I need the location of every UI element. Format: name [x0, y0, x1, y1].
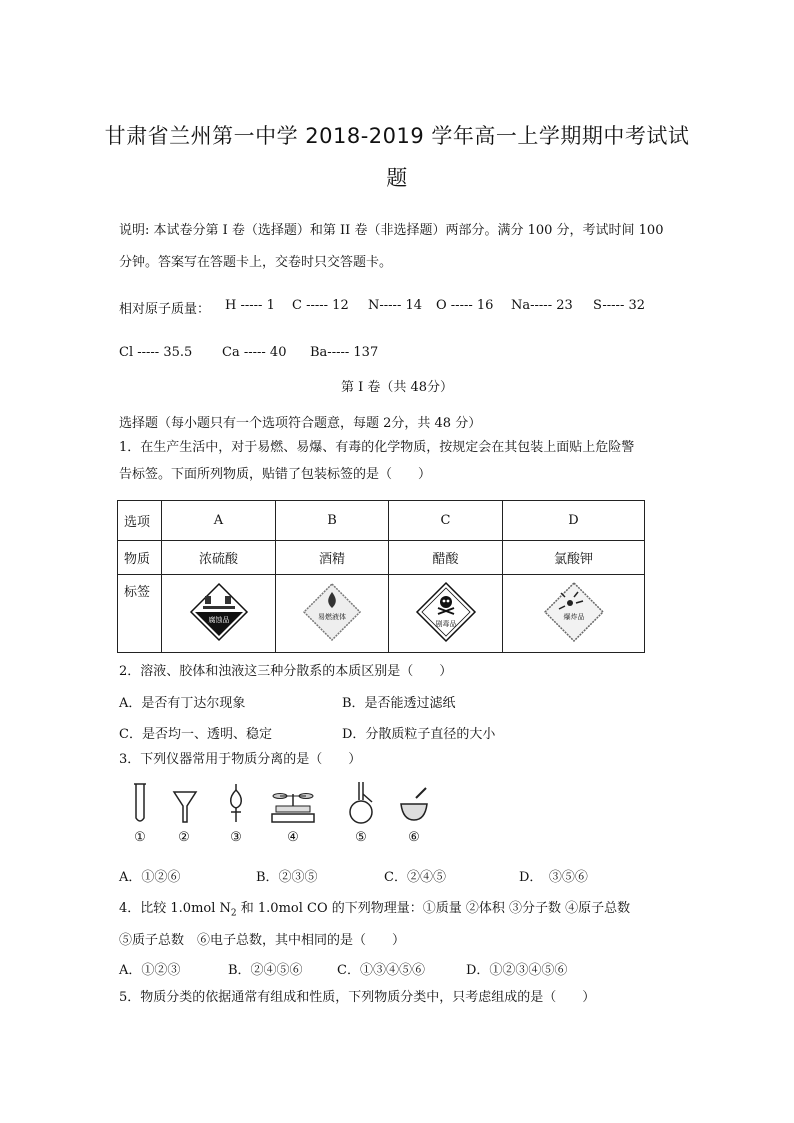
- separatory-funnel-icon: [224, 782, 248, 826]
- q2-option-c: C．是否均一、透明、稳定: [119, 727, 272, 742]
- q3-option-a: A．①②⑥: [119, 870, 181, 885]
- table-header-option: 选项: [118, 501, 162, 541]
- corrosive-label-icon: [189, 582, 249, 642]
- test-tube-icon: [130, 782, 150, 826]
- tag-cell-c: [389, 575, 503, 653]
- atomic-mass-o: O ----- 16: [436, 298, 494, 313]
- q4-option-b: B．②④⑤⑥: [228, 963, 303, 978]
- atomic-mass-ca: Ca ----- 40: [222, 345, 287, 360]
- q1-stem-line2: 告标签。下面所列物质，贴错了包装标签的是（ ）: [119, 467, 432, 482]
- q2-option-a: A．是否有丁达尔现象: [119, 696, 246, 711]
- atomic-mass-na: Na----- 23: [511, 298, 573, 313]
- q3-instrument-5: ⑤: [355, 830, 367, 845]
- section-heading: 第 I 卷（共 48分）: [340, 380, 454, 395]
- q2-option-d: D．分散质粒子直径的大小: [342, 727, 496, 742]
- distillation-flask-icon: [348, 782, 374, 828]
- toxic-label-icon: [415, 581, 477, 643]
- substance-d: 氯酸钾: [503, 541, 645, 575]
- table-option-b: B: [276, 501, 389, 541]
- mortar-pestle-icon: [398, 782, 430, 826]
- q1-label-table: [117, 500, 645, 653]
- q3-instrument-1: ①: [134, 830, 146, 845]
- corrosive-label-text: 腐蚀品: [208, 615, 229, 624]
- substance-b: 酒精: [276, 541, 389, 575]
- exam-title-line1: 甘肃省兰州第一中学 2018-2019 学年高一上学期期中考试试: [104, 124, 690, 148]
- q3-option-c: C．②④⑤: [384, 870, 446, 885]
- funnel-icon: [172, 782, 198, 826]
- q3-option-d: D． ③⑤⑥: [519, 870, 588, 885]
- q4-stem: [119, 897, 630, 919]
- instructions-line2: 分钟。答案写在答题卡上，交卷时只交答题卡。: [119, 255, 393, 270]
- q3-option-b: B．②③⑤: [256, 870, 318, 885]
- section-intro: 选择题（每小题只有一个选项符合题意，每题 2分，共 48 分）: [119, 416, 482, 431]
- substance-c: 醋酸: [389, 541, 503, 575]
- q3-instrument-4: ④: [287, 830, 299, 845]
- q3-stem: 3．下列仪器常用于物质分离的是（ ）: [119, 752, 362, 767]
- q4-option-a: A．①②③: [119, 963, 181, 978]
- q4-stem-pre: 4．比较 1.0mol N: [119, 901, 231, 916]
- atomic-mass-n: N----- 14: [368, 298, 423, 313]
- atomic-mass-label: 相对原子质量：: [119, 302, 211, 317]
- table-option-a: A: [162, 501, 276, 541]
- q2-stem: 2．溶液、胶体和浊液这三种分散系的本质区别是（ ）: [119, 664, 453, 679]
- flammable-liquid-label-icon: [302, 582, 362, 642]
- atomic-mass-s: S----- 32: [593, 298, 646, 313]
- exam-title-line2: 题: [386, 166, 408, 190]
- atomic-mass-c: C ----- 12: [292, 298, 349, 313]
- tag-cell-a: [162, 575, 276, 653]
- tag-cell-b: [276, 575, 389, 653]
- substance-a: 浓硫酸: [162, 541, 276, 575]
- atomic-mass-cl: Cl ----- 35.5: [119, 345, 193, 360]
- q4-stem-post: 和 1.0mol CO 的下列物理量：①质量 ②体积 ③分子数 ④原子总数: [236, 901, 631, 916]
- q4-option-c: C．①③④⑤⑥: [337, 963, 425, 978]
- q4-stem-sub: 2: [230, 908, 237, 919]
- table-header-substance: 物质: [118, 541, 162, 575]
- table-option-d: D: [503, 501, 645, 541]
- flammable-label-text: 易燃液体: [318, 612, 346, 621]
- instructions-line1: 说明: 本试卷分第 I 卷（选择题）和第 II 卷（非选择题）两部分。满分 100 分，考试时间 100: [119, 223, 664, 238]
- table-option-c: C: [389, 501, 503, 541]
- q1-stem-line1: 1．在生产生活中，对于易燃、易爆、有毒的化学物质，按规定会在其包装上面贴上危险警: [119, 440, 635, 455]
- q4-option-d: D．①②③④⑤⑥: [466, 963, 568, 978]
- explosive-label-icon: [543, 581, 605, 643]
- balance-scale-icon: [270, 782, 316, 826]
- toxic-label-text: 剧毒品: [435, 619, 456, 628]
- q3-instrument-2: ②: [178, 830, 190, 845]
- q4-stem-line2: ⑤质子总数 ⑥电子总数，其中相同的是（ ）: [119, 933, 406, 948]
- tag-cell-d: [503, 575, 645, 653]
- atomic-mass-h: H ----- 1: [225, 298, 275, 313]
- q5-stem: 5．物质分类的依据通常有组成和性质，下列物质分类中，只考虑组成的是（ ）: [119, 990, 596, 1005]
- q3-instrument-6: ⑥: [408, 830, 420, 845]
- q3-instrument-3: ③: [230, 830, 242, 845]
- explosive-label-text: 爆炸品: [563, 612, 584, 621]
- q2-option-b: B．是否能透过滤纸: [342, 696, 456, 711]
- table-header-tag: 标签: [118, 575, 162, 653]
- atomic-mass-ba: Ba----- 137: [310, 345, 379, 360]
